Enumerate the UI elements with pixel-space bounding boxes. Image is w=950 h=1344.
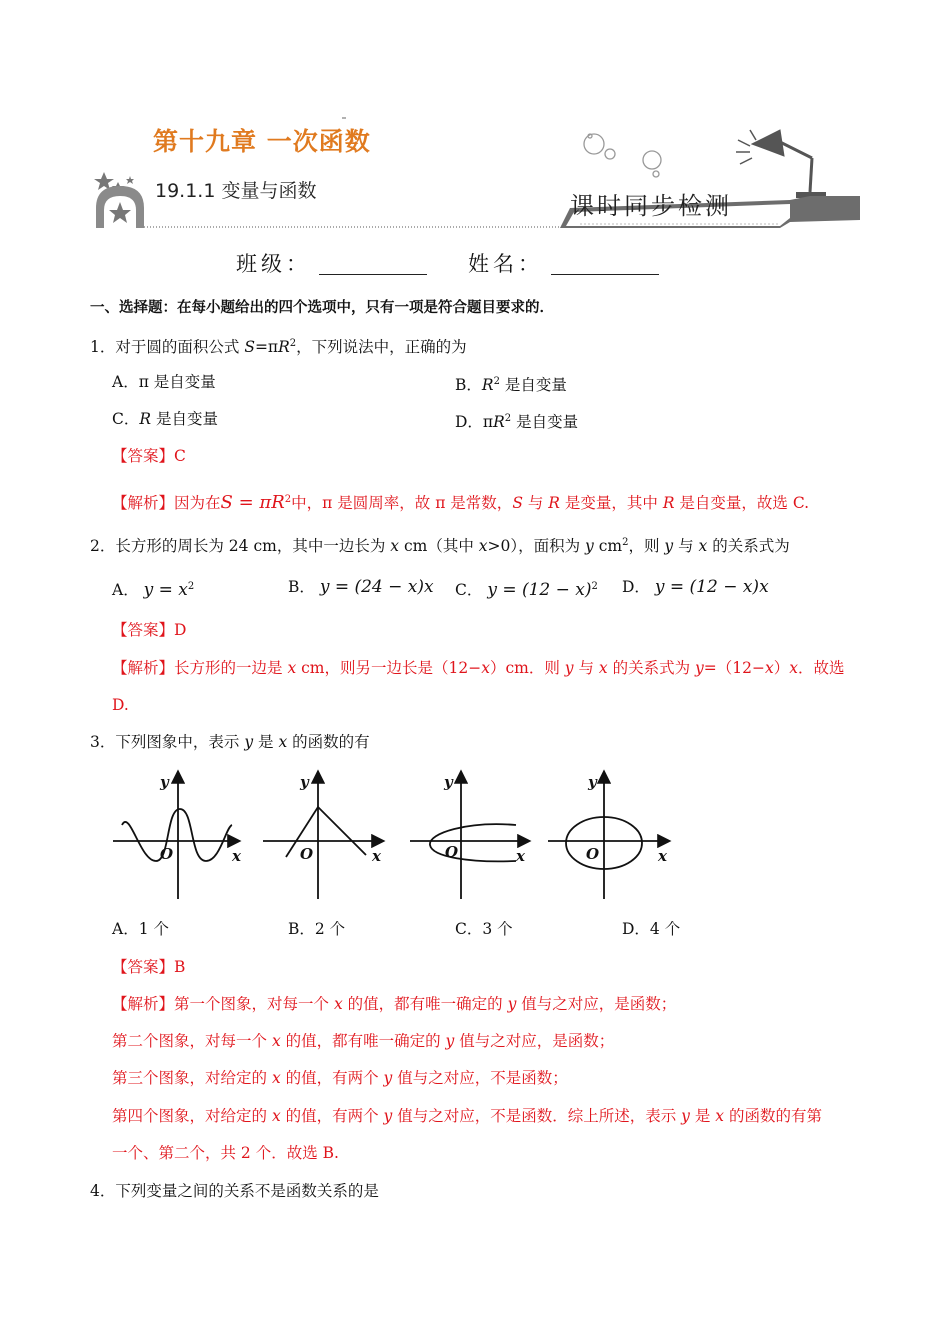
q4-stem: 4．下列变量之间的关系不是函数关系的是: [90, 1182, 379, 1200]
q3-graphs: [108, 765, 678, 905]
graph-3-x-label: x: [516, 847, 525, 865]
q2-option-a[interactable]: A． $y = x^2$: [112, 580, 195, 601]
q2-option-d[interactable]: D． y = (12 − x)x: [622, 577, 769, 597]
q2-analysis-cont: D.: [112, 696, 129, 714]
name-label: 姓名：: [468, 252, 543, 276]
graph-2-origin: O: [300, 845, 314, 863]
q3-answer: 【答案】B: [112, 958, 186, 976]
section-instruction: 一、选择题：在每小题给出的四个选项中，只有一项是符合题目要求的．: [90, 300, 554, 316]
graph-2-x-label: x: [372, 847, 381, 865]
q1-analysis: 【解析】因为在$S = \pi R^2$中，π 是圆周率，故 π 是常数，S 与 R 是变量，其中 R 是自变量，故选 C.: [112, 492, 810, 514]
q1-option-d[interactable]: D．$\pi R^2$ 是自变量: [455, 413, 579, 432]
q3-analysis-5: 一个、第二个，共 2 个．故选 B.: [112, 1144, 339, 1162]
q2-answer: 【答案】D: [112, 621, 187, 639]
q3-option-d[interactable]: D．4 个: [622, 920, 681, 938]
q3-analysis-3: 第三个图象，对给定的 x 的值，有两个 y 值与之对应，不是函数；: [112, 1069, 568, 1087]
graph-1-x-label: x: [232, 847, 241, 865]
section-title: 19.1.1 变量与函数: [155, 180, 317, 202]
class-label: 班级：: [236, 252, 311, 276]
q1-answer: 【答案】C: [112, 447, 186, 465]
q1-option-a[interactable]: A．π 是自变量: [112, 373, 216, 391]
graph-1-sine: [113, 773, 238, 899]
graph-2-inverted-v: [263, 773, 382, 899]
graph-4-ellipse: [548, 773, 668, 899]
class-blank[interactable]: [319, 254, 427, 275]
star-badge-icon: [94, 172, 144, 228]
graph-4-origin: O: [586, 845, 600, 863]
chapter-title: 第十九章 一次函数: [153, 127, 371, 156]
q1-stem: 1．对于圆的面积公式 $S=\pi R^2$，下列说法中，正确的为: [90, 338, 467, 357]
q2-option-b[interactable]: B． y = (24 − x)x: [288, 577, 434, 597]
bubbles-icon: [584, 134, 661, 177]
q3-analysis-4: 第四个图象，对给定的 x 的值，有两个 y 值与之对应，不是函数．综上所述，表示 y 是 x 的函数的有第: [112, 1107, 822, 1125]
graph-2-y-label: y: [300, 773, 309, 791]
graph-1-origin: O: [160, 845, 174, 863]
desk-lamp-icon: [736, 130, 826, 198]
class-field: [236, 248, 427, 278]
graph-3-origin: O: [445, 843, 459, 861]
q3-option-c[interactable]: C．3 个: [455, 920, 513, 938]
q3-stem: 3．下列图象中，表示 y 是 x 的函数的有: [90, 733, 370, 751]
q3-analysis-2: 第二个图象，对每一个 x 的值，都有唯一确定的 y 值与之对应，是函数；: [112, 1032, 615, 1050]
name-blank[interactable]: [551, 254, 659, 275]
q3-option-b[interactable]: B．2 个: [288, 920, 346, 938]
header-decoration: [90, 100, 870, 240]
graph-4-x-label: x: [658, 847, 667, 865]
banner-title: 课时同步检测: [570, 192, 732, 220]
graph-4-y-label: y: [588, 773, 597, 791]
name-field: [468, 248, 659, 278]
q3-option-a[interactable]: A．1 个: [112, 920, 169, 938]
graph-3-y-label: y: [444, 773, 453, 791]
graph-3-parabola: [410, 773, 528, 899]
q1-option-b[interactable]: B．$R^2$ 是自变量: [455, 376, 567, 395]
q3-analysis-1: 【解析】第一个图象，对每一个 x 的值，都有唯一确定的 y 值与之对应，是函数；: [112, 995, 677, 1013]
q2-option-c[interactable]: C． $y = (12 - x)^2$: [455, 580, 598, 601]
q2-stem: 2．长方形的周长为 24 cm，其中一边长为 x cm（其中 x>0），面积为 y $cm^2$，则 y 与 x 的关系式为: [90, 537, 790, 556]
graph-1-y-label: y: [160, 773, 169, 791]
q1-option-c[interactable]: C．R 是自变量: [112, 410, 218, 428]
q2-analysis: 【解析】长方形的一边是 x cm，则另一边长是（12−x）cm．则 y 与 x 的关系式为 y=（12−x）x．故选: [112, 659, 845, 677]
